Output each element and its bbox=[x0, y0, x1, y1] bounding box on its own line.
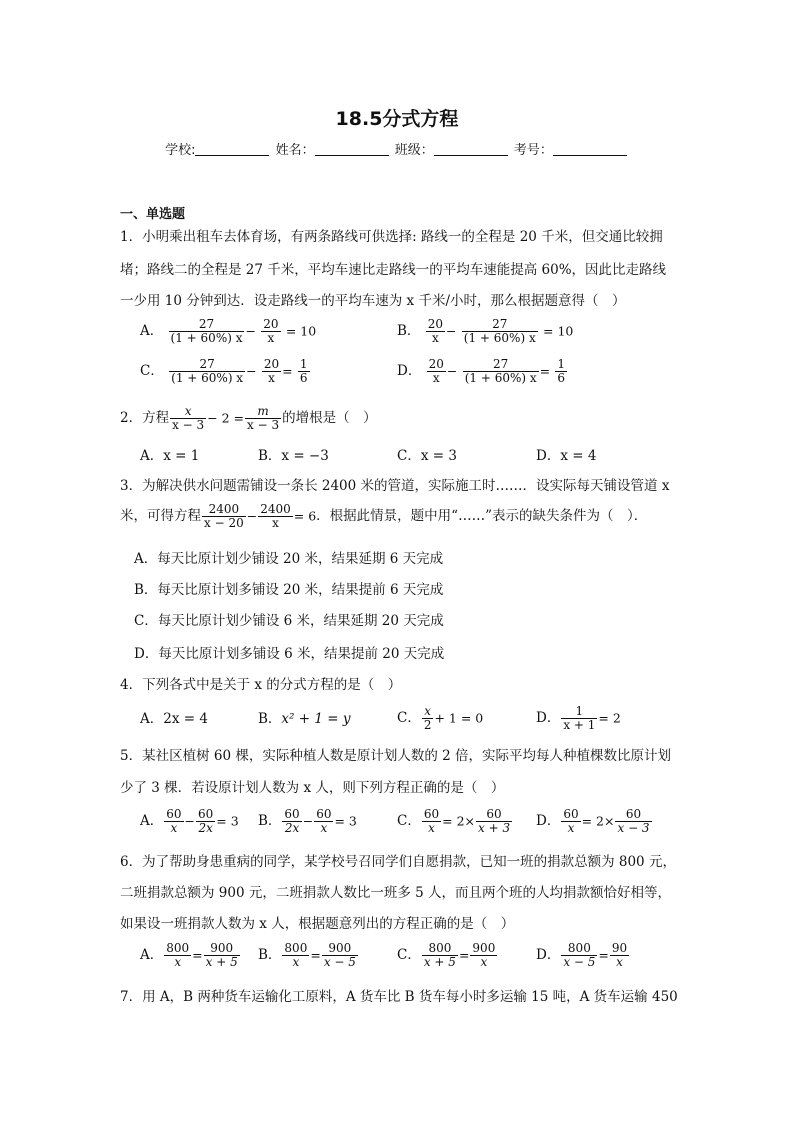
fraction: $\frac{900}{x + 5}$ bbox=[205, 941, 238, 969]
fraction: $\frac{m}{x - 3}$ bbox=[247, 404, 280, 432]
q3-option-d[interactable]: D．每天比原计划多铺设 6 米，结果提前 20 天完成 bbox=[134, 646, 445, 662]
q3-line-1: 3．为解决供水问题需铺设一条长 2400 米的管道，实际施工时……．设实际每天铺设管道 x bbox=[120, 478, 670, 494]
q3-option-b[interactable]: B．每天比原计划多铺设 20 米，结果提前 6 天完成 bbox=[134, 582, 444, 598]
student-info-row bbox=[0, 139, 794, 158]
name-label: 姓名： bbox=[275, 143, 315, 158]
q6-line-2: 二班捐款总额为 900 元，二班捐款人数比一班多 5 人，而且两个班的人均捐款额恰好相等， bbox=[120, 885, 672, 901]
fraction: $\frac{60}{x - 3}$ bbox=[617, 807, 650, 835]
q5-line-1: 5．某社区植树 60 棵，实际种植人数是原计划人数的 2 倍，实际平均每人种植棵数比原计划 bbox=[120, 748, 672, 764]
q4-stem: 4．下列各式中是关于 x 的分式方程的是（ ） bbox=[120, 677, 402, 693]
q2-option-d[interactable]: D．x = 4 bbox=[536, 448, 597, 464]
class-label: 班级： bbox=[394, 143, 434, 158]
q4-option-c[interactable]: C． $\frac{x}{2}$ + 1 = 0 bbox=[397, 704, 484, 732]
section-heading: 一、单选题 bbox=[120, 207, 186, 222]
q2-option-c[interactable]: C．x = 3 bbox=[397, 448, 457, 464]
q7-line-1: 7．用 A，B 两种货车运输化工原料，A 货车比 B 货车每小时多运输 15 吨，A 货车运输 450 bbox=[120, 989, 678, 1005]
fraction: $\frac{60}{x}$ bbox=[316, 807, 332, 835]
fraction: $\frac{800}{x - 5}$ bbox=[563, 941, 596, 969]
fraction: $\frac{2400}{x - 20}$ bbox=[204, 502, 244, 530]
fraction: $\frac{800}{x + 5}$ bbox=[423, 941, 456, 969]
number-blank[interactable] bbox=[553, 143, 627, 156]
q5-option-a[interactable]: A． $\frac{60}{x}$ − $\frac{60}{2x}$ = 3 bbox=[140, 807, 239, 835]
fraction: $\frac{60}{x}$ bbox=[166, 807, 182, 835]
q5-option-b[interactable]: B． $\frac{60}{2x}$ − $\frac{60}{x}$ = 3 bbox=[258, 807, 357, 835]
fraction: $\frac{900}{x - 5}$ bbox=[323, 941, 356, 969]
q2-option-a[interactable]: A．x = 1 bbox=[140, 448, 200, 464]
q4-option-d[interactable]: D． $\frac{1}{x + 1}$ = 2 bbox=[536, 704, 621, 732]
school-label: 学校: bbox=[165, 143, 196, 158]
fraction: $\frac{1}{6}$ bbox=[557, 357, 566, 385]
fraction: $\frac{60}{2x}$ bbox=[284, 807, 300, 835]
fraction: $\frac{27}{(1 + 60\%) x}$ bbox=[171, 357, 244, 385]
q1-line-2: 堵；路线二的全程是 27 千米，平均车速比走路线一的平均车速能提高 60%，因此比走路线 bbox=[120, 262, 667, 278]
fraction: $\frac{800}{x}$ bbox=[166, 941, 190, 969]
fraction: $\frac{x}{2}$ bbox=[423, 704, 432, 732]
q1-option-d[interactable]: D． $\frac{20}{x}$ − $\frac{27}{(1 + 60\%) x}$ = $\frac{1}{6}$ bbox=[397, 357, 566, 385]
fraction: $\frac{60}{2x}$ bbox=[198, 807, 214, 835]
q1-option-c[interactable]: C． $\frac{27}{(1 + 60\%) x}$ − $\frac{20}{x}$ = $\frac{1}{6}$ bbox=[140, 357, 308, 385]
fraction: $\frac{60}{x}$ bbox=[563, 807, 579, 835]
q6-option-d[interactable]: D． $\frac{800}{x - 5}$ = $\frac{90}{x}$ bbox=[536, 941, 628, 969]
fraction: $\frac{x}{x - 3}$ bbox=[172, 404, 205, 432]
q5-option-c[interactable]: C． $\frac{60}{x}$ = 2× $\frac{60}{x + 3}$ bbox=[397, 807, 511, 835]
q4-option-a[interactable]: A．2x = 4 bbox=[140, 711, 208, 727]
q6-line-3: 如果设一班捐款人数为 x 人，根据题意列出的方程正确的是（ ） bbox=[120, 916, 515, 932]
name-blank[interactable] bbox=[315, 143, 389, 156]
q6-option-a[interactable]: A． $\frac{800}{x}$ = $\frac{900}{x + 5}$ bbox=[140, 941, 238, 969]
school-blank[interactable] bbox=[195, 143, 269, 156]
q3-line-2: 米，可得方程 $\frac{2400}{x - 20}$ − $\frac{2400}{x}$ = 6．根据此情景，题中用“……”表示的缺失条件为（ ）． bbox=[120, 502, 648, 530]
fraction: $\frac{27}{(1 + 60\%) x}$ bbox=[170, 317, 243, 345]
q5-line-2: 少了 3 棵．若设原计划人数为 x 人，则下列方程正确的是（ ） bbox=[120, 780, 505, 796]
q1-line-3: 一少用 10 分钟到达．设走路线一的平均车速为 x 千米/小时，那么根据题意得（ ） bbox=[120, 293, 626, 309]
fraction: $\frac{20}{x}$ bbox=[428, 357, 444, 385]
fraction: $\frac{800}{x}$ bbox=[284, 941, 308, 969]
q6-line-1: 6．为了帮助身患重病的同学，某学校号召同学们自愿捐款，已知一班的捐款总额为 800 元， bbox=[120, 854, 676, 870]
fraction: $\frac{20}{x}$ bbox=[427, 317, 443, 345]
q6-option-b[interactable]: B． $\frac{800}{x}$ = $\frac{900}{x - 5}$ bbox=[258, 941, 356, 969]
q2-stem: 2．方程 $\frac{x}{x - 3}$ − 2 = $\frac{m}{x - 3}$ 的增根是（ ） bbox=[120, 404, 377, 432]
fraction: $\frac{27}{(1 + 60\%) x}$ bbox=[463, 317, 536, 345]
class-blank[interactable] bbox=[434, 143, 508, 156]
q1-option-b[interactable]: B． $\frac{20}{x}$ − $\frac{27}{(1 + 60\%) x}$ = 10 bbox=[397, 317, 574, 345]
q4-option-b[interactable]: B．x² + 1 = y bbox=[258, 711, 351, 727]
q1-line-1: 1．小明乘出租车去体育场，有两条路线可供选择: 路线一的全程是 20 千米，但交通比较拥 bbox=[120, 229, 663, 245]
q3-option-c[interactable]: C．每天比原计划少铺设 6 米，结果延期 20 天完成 bbox=[134, 613, 444, 629]
fraction: $\frac{60}{x + 3}$ bbox=[478, 807, 511, 835]
fraction: $\frac{20}{x}$ bbox=[263, 317, 279, 345]
page-title: 18.5分式方程 bbox=[335, 108, 459, 130]
q2-option-b[interactable]: B．x = −3 bbox=[258, 448, 329, 464]
q6-option-c[interactable]: C． $\frac{800}{x + 5}$ = $\frac{900}{x}$ bbox=[397, 941, 496, 969]
fraction: $\frac{1}{6}$ bbox=[299, 357, 308, 385]
fraction: $\frac{27}{(1 + 60\%) x}$ bbox=[464, 357, 537, 385]
fraction: $\frac{2400}{x}$ bbox=[260, 502, 291, 530]
q3-option-a[interactable]: A．每天比原计划少铺设 20 米，结果延期 6 天完成 bbox=[134, 551, 444, 567]
fraction: $\frac{1}{x + 1}$ bbox=[563, 704, 596, 732]
number-label: 考号： bbox=[513, 143, 553, 158]
q1-option-a[interactable]: A． $\frac{27}{(1 + 60\%) x}$ − $\frac{20}{x}$ = 10 bbox=[140, 317, 317, 345]
fraction: $\frac{90}{x}$ bbox=[611, 941, 628, 969]
fraction: $\frac{60}{x}$ bbox=[423, 807, 440, 835]
q5-option-d[interactable]: D． $\frac{60}{x}$ = 2× $\frac{60}{x - 3}$ bbox=[536, 807, 650, 835]
fraction: $\frac{20}{x}$ bbox=[263, 357, 280, 385]
fraction: $\frac{900}{x}$ bbox=[472, 941, 496, 969]
